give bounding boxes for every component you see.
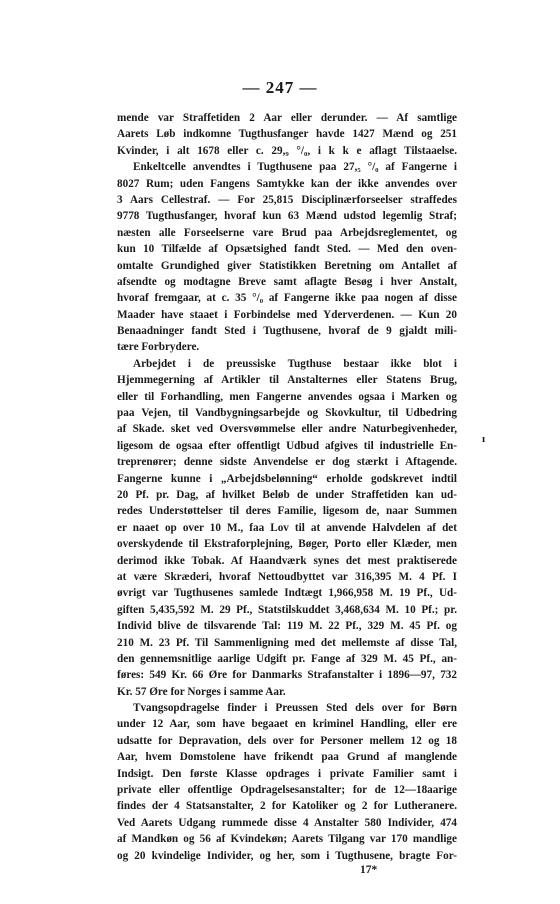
text-line: redes Understøttelser til deres Familie, ligesom de, naar Summen xyxy=(117,505,457,518)
text-line: af Skade. sket ved Oversvømmelse eller andre Naturbegivenheder, xyxy=(117,423,457,436)
text-line: ligesom de ogsaa efter offentligt Udbud afgives til industrielle En- xyxy=(117,439,457,452)
text-line: Enkeltcelle anvendtes i Tugthusene paa 27,₅ °/₀ af Fangerne i xyxy=(133,161,457,174)
text-line: 210 M. 23 Pf. Til Sammenligning med det mellemste af disse Tal, xyxy=(117,636,457,649)
text-line: treprenører; denne sidste Anvendelse er dog stærkt i Aftagende. xyxy=(117,456,457,469)
text-line: Individ blive de tilsvarende Tal: 119 M. 22 Pf., 329 M. 45 Pf. og xyxy=(117,620,457,633)
text-line: Kvinder, i alt 1678 eller c. 29,₉ °/₀, i k k e aflagt Tilstaaelse. xyxy=(117,144,457,157)
text-line: udsatte for Depravation, dels over for Personer mellem 12 og 18 xyxy=(117,734,457,747)
text-line: Tvangsopdragelse finder i Preussen Sted dels over for Børn xyxy=(133,702,457,715)
text-line: 20 Pf. pr. Dag, af hvilket Beløb de under Straffetiden kan ud- xyxy=(117,488,457,501)
text-line: Hjemmegerning af Artikler til Anstalternes eller Statens Brug, xyxy=(117,374,457,387)
text-line: af Mandkøn og 56 af Kvindekøn; Aarets Tilgang var 170 mandlige xyxy=(117,833,457,846)
text-line: den gennemsnitlige aarlige Udgift pr. Fange af 329 M. 45 Pf., an- xyxy=(117,652,457,665)
text-line: øvrigt var Tugthusenes samlede Indtægt 1,966,958 M. 19 Pf., Ud- xyxy=(117,587,457,600)
text-line: afsendte og modtagne Breve samt aflagte Besøg i hver Anstalt, xyxy=(117,275,457,288)
text-line: Indsigt. Den første Klasse opdrages i private Familier samt i xyxy=(117,767,457,780)
text-line: Kr. 57 Øre for Norges i samme Aar. xyxy=(117,685,286,698)
text-line: derimod ikke Tobak. Af Haandværk synes det mest praktiserede xyxy=(117,554,457,567)
text-line: Aarets Løb indkomne Tugthusfanger havde 1427 Mænd og 251 xyxy=(117,128,457,141)
text-line: hvoraf fremgaar, at c. 35 °/₀ af Fangerne ikke paa nogen af disse xyxy=(117,292,457,305)
page-number: — 247 — xyxy=(242,78,318,97)
text-line: Aar, hvem Domstolene have frikendt paa Grund af manglende xyxy=(117,751,457,764)
text-line: omtalte Grundighed giver Statistikken Beretning om Antallet af xyxy=(117,259,457,272)
text-line: Benaadninger fandt Sted i Tugthusene, hvoraf de 9 gjaldt mili- xyxy=(117,325,457,338)
text-line: eller til Forhandling, men Fangerne anvendes ogsaa i Marken og xyxy=(117,390,457,403)
text-line: private eller offentlige Opdragelsesanstalter; for de 12—18aarige xyxy=(117,784,457,797)
text-line: Maader have staaet i Forbindelse med Yderverdenen. — Kun 20 xyxy=(117,308,457,321)
text-line: kun 10 Tilfælde af Opsætsighed fandt Sted. — Med den oven- xyxy=(117,243,457,256)
text-line: findes der 4 Statsanstalter, 2 for Katoliker og 2 for Lutheranere. xyxy=(117,800,457,813)
text-line: at være Skræderi, hvoraf Nettoudbyttet var 316,395 M. 4 Pf. I xyxy=(117,570,457,583)
text-line: mende var Straffetiden 2 Aar eller derunder. — Af samtlige xyxy=(117,112,457,124)
text-line: under 12 Aar, som have begaaet en kriminel Handling, eller ere xyxy=(117,718,457,731)
text-line: næsten alle Forseelserne vare Brud paa Arbejdsreglementet, og xyxy=(117,226,457,239)
text-line: overskydende til Ekstraforplejning, Bøger, Porto eller Klæder, men xyxy=(117,538,457,551)
text-line: Ved Aarets Udgang rummede disse 4 Anstalter 580 Individer, 474 xyxy=(117,816,457,829)
text-line: tære Forbrydere. xyxy=(117,341,200,354)
text-line: føres: 549 Kr. 66 Øre for Danmarks Strafanstalter i 1896—97, 732 xyxy=(117,669,457,682)
text-line: er naaet op over 10 M., faa Lov til at anvende Halvdelen af det xyxy=(117,521,457,534)
text-line: 8027 Rum; uden Fangens Samtykke kan der ikke anvendes over xyxy=(117,177,457,190)
text-line: paa Vejen, til Vandbygningsarbejde og Skovkultur, til Udbedring xyxy=(117,407,457,420)
text-line: og 20 kvindelige Individer, og her, som i Tugthusene, bragte For- xyxy=(117,849,457,862)
text-line: 9778 Tugthusfanger, hvoraf kun 63 Mænd udstod legemlig Straf; xyxy=(117,210,457,223)
text-line: giften 5,435,592 M. 29 Pf., Statstilskuddet 3,468,634 M. 10 Pf.; pr. xyxy=(117,603,457,616)
text-line: Arbejdet i de preussiske Tugthuse bestaar ikke blot i xyxy=(133,357,457,370)
text-line: Fangerne kunne i „Arbejdsbelønning“ erholde godskrevet indtil xyxy=(117,472,457,485)
signature-mark: 17* xyxy=(360,864,378,876)
body-text xyxy=(117,110,457,864)
margin-mark: ı xyxy=(482,433,486,445)
text-line: 3 Aars Cellestraf. — For 25,815 Disciplinærforseelser straffedes xyxy=(117,193,457,206)
